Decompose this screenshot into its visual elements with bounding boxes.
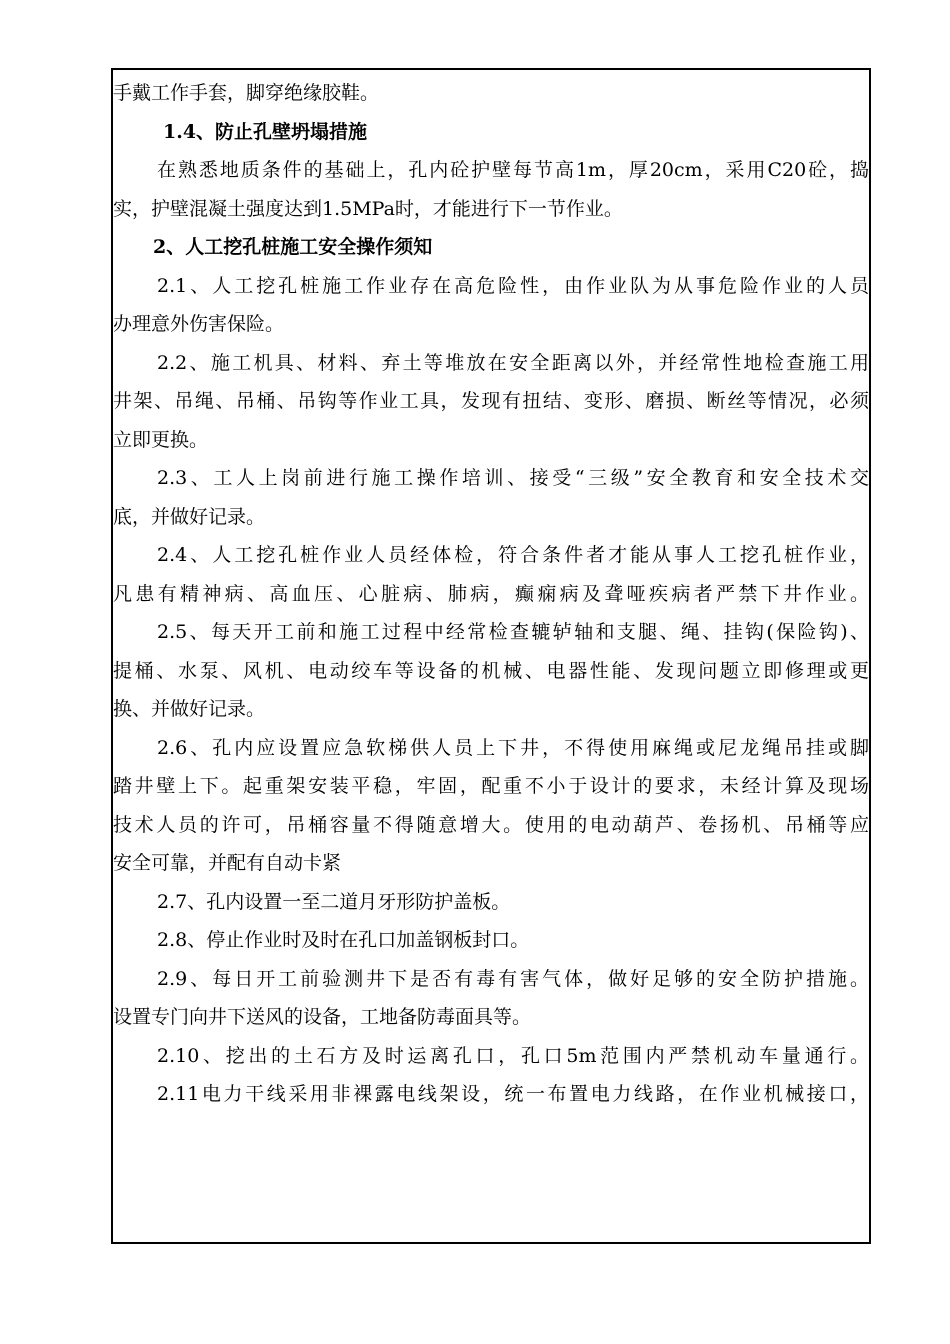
text-line: 2.7、孔内设置一至二道月牙形防护盖板。 bbox=[157, 890, 511, 913]
text-line: 2.11电力干线采用非裸露电线架设，统一布置电力线路，在作业机械接口， bbox=[157, 1083, 869, 1105]
text-line: 2.2、施工机具、材料、弃土等堆放在安全距离以外，并经常性地检查施工用 bbox=[157, 351, 869, 374]
text-line: 2.8、停止作业时及时在孔口加盖钢板封口。 bbox=[157, 929, 530, 951]
text-line: 凡患有精神病、高血压、心脏病、肺病，癫痫病及聋哑疾病者严禁下井作业。 bbox=[113, 582, 869, 605]
document-body bbox=[113, 74, 869, 1114]
text-line: 设置专门向井下送风的设备，工地备防毒面具等。 bbox=[113, 1006, 532, 1028]
text-line: 2.4、人工挖孔桩作业人员经体检，符合条件者才能从事人工挖孔桩作业， bbox=[157, 544, 869, 566]
text-line: 踏井壁上下。起重架安装平稳，牢固，配重不小于设计的要求，未经计算及现场 bbox=[113, 775, 869, 797]
text-line: 换、并做好记录。 bbox=[113, 698, 266, 720]
text-line: 手戴工作手套，脚穿绝缘胶鞋。 bbox=[113, 82, 380, 104]
section-heading: 2、人工挖孔桩施工安全操作须知 bbox=[153, 236, 433, 258]
text-line: 井架、吊绳、吊桶、吊钩等作业工具，发现有扭结、变形、磨损、断丝等情况，必须 bbox=[113, 390, 869, 412]
text-line: 2.1、人工挖孔桩施工作业存在高危险性，由作业队为从事危险作业的人员 bbox=[157, 274, 869, 297]
text-line: 办理意外伤害保险。 bbox=[113, 313, 285, 335]
text-line: 2.6、孔内应设置应急软梯供人员上下井，不得使用麻绳或尼龙绳吊挂或脚 bbox=[157, 736, 869, 759]
section-heading: 1.4、防止孔壁坍塌措施 bbox=[163, 120, 368, 143]
text-line: 底，并做好记录。 bbox=[113, 505, 266, 528]
text-line: 立即更换。 bbox=[113, 428, 209, 451]
document-frame bbox=[111, 68, 871, 1244]
text-line: 技术人员的许可，吊桶容量不得随意增大。使用的电动葫芦、卷扬机、吊桶等应 bbox=[113, 813, 869, 836]
text-line: 2.9、每日开工前验测井下是否有毒有害气体，做好足够的安全防护措施。 bbox=[157, 967, 869, 990]
text-line: 在熟悉地质条件的基础上，孔内砼护壁每节高1m，厚20cm，采用C20砼，捣 bbox=[157, 159, 869, 181]
text-line: 2.3、工人上岗前进行施工操作培训、接受“三级”安全教育和安全技术交 bbox=[157, 467, 869, 489]
text-line: 提桶、水泵、风机、电动绞车等设备的机械、电器性能、发现问题立即修理或更 bbox=[113, 659, 869, 682]
text-line: 2.5、每天开工前和施工过程中经常检查辘轳轴和支腿、绳、挂钩(保险钩)、 bbox=[157, 621, 869, 643]
text-line: 实，护壁混凝土强度达到1.5MPa时，才能进行下一节作业。 bbox=[113, 197, 623, 220]
text-line: 2.10、挖出的土石方及时运离孔口，孔口5m范围内严禁机动车量通行。 bbox=[157, 1044, 869, 1067]
text-line: 安全可靠，并配有自动卡紧 bbox=[113, 852, 342, 874]
